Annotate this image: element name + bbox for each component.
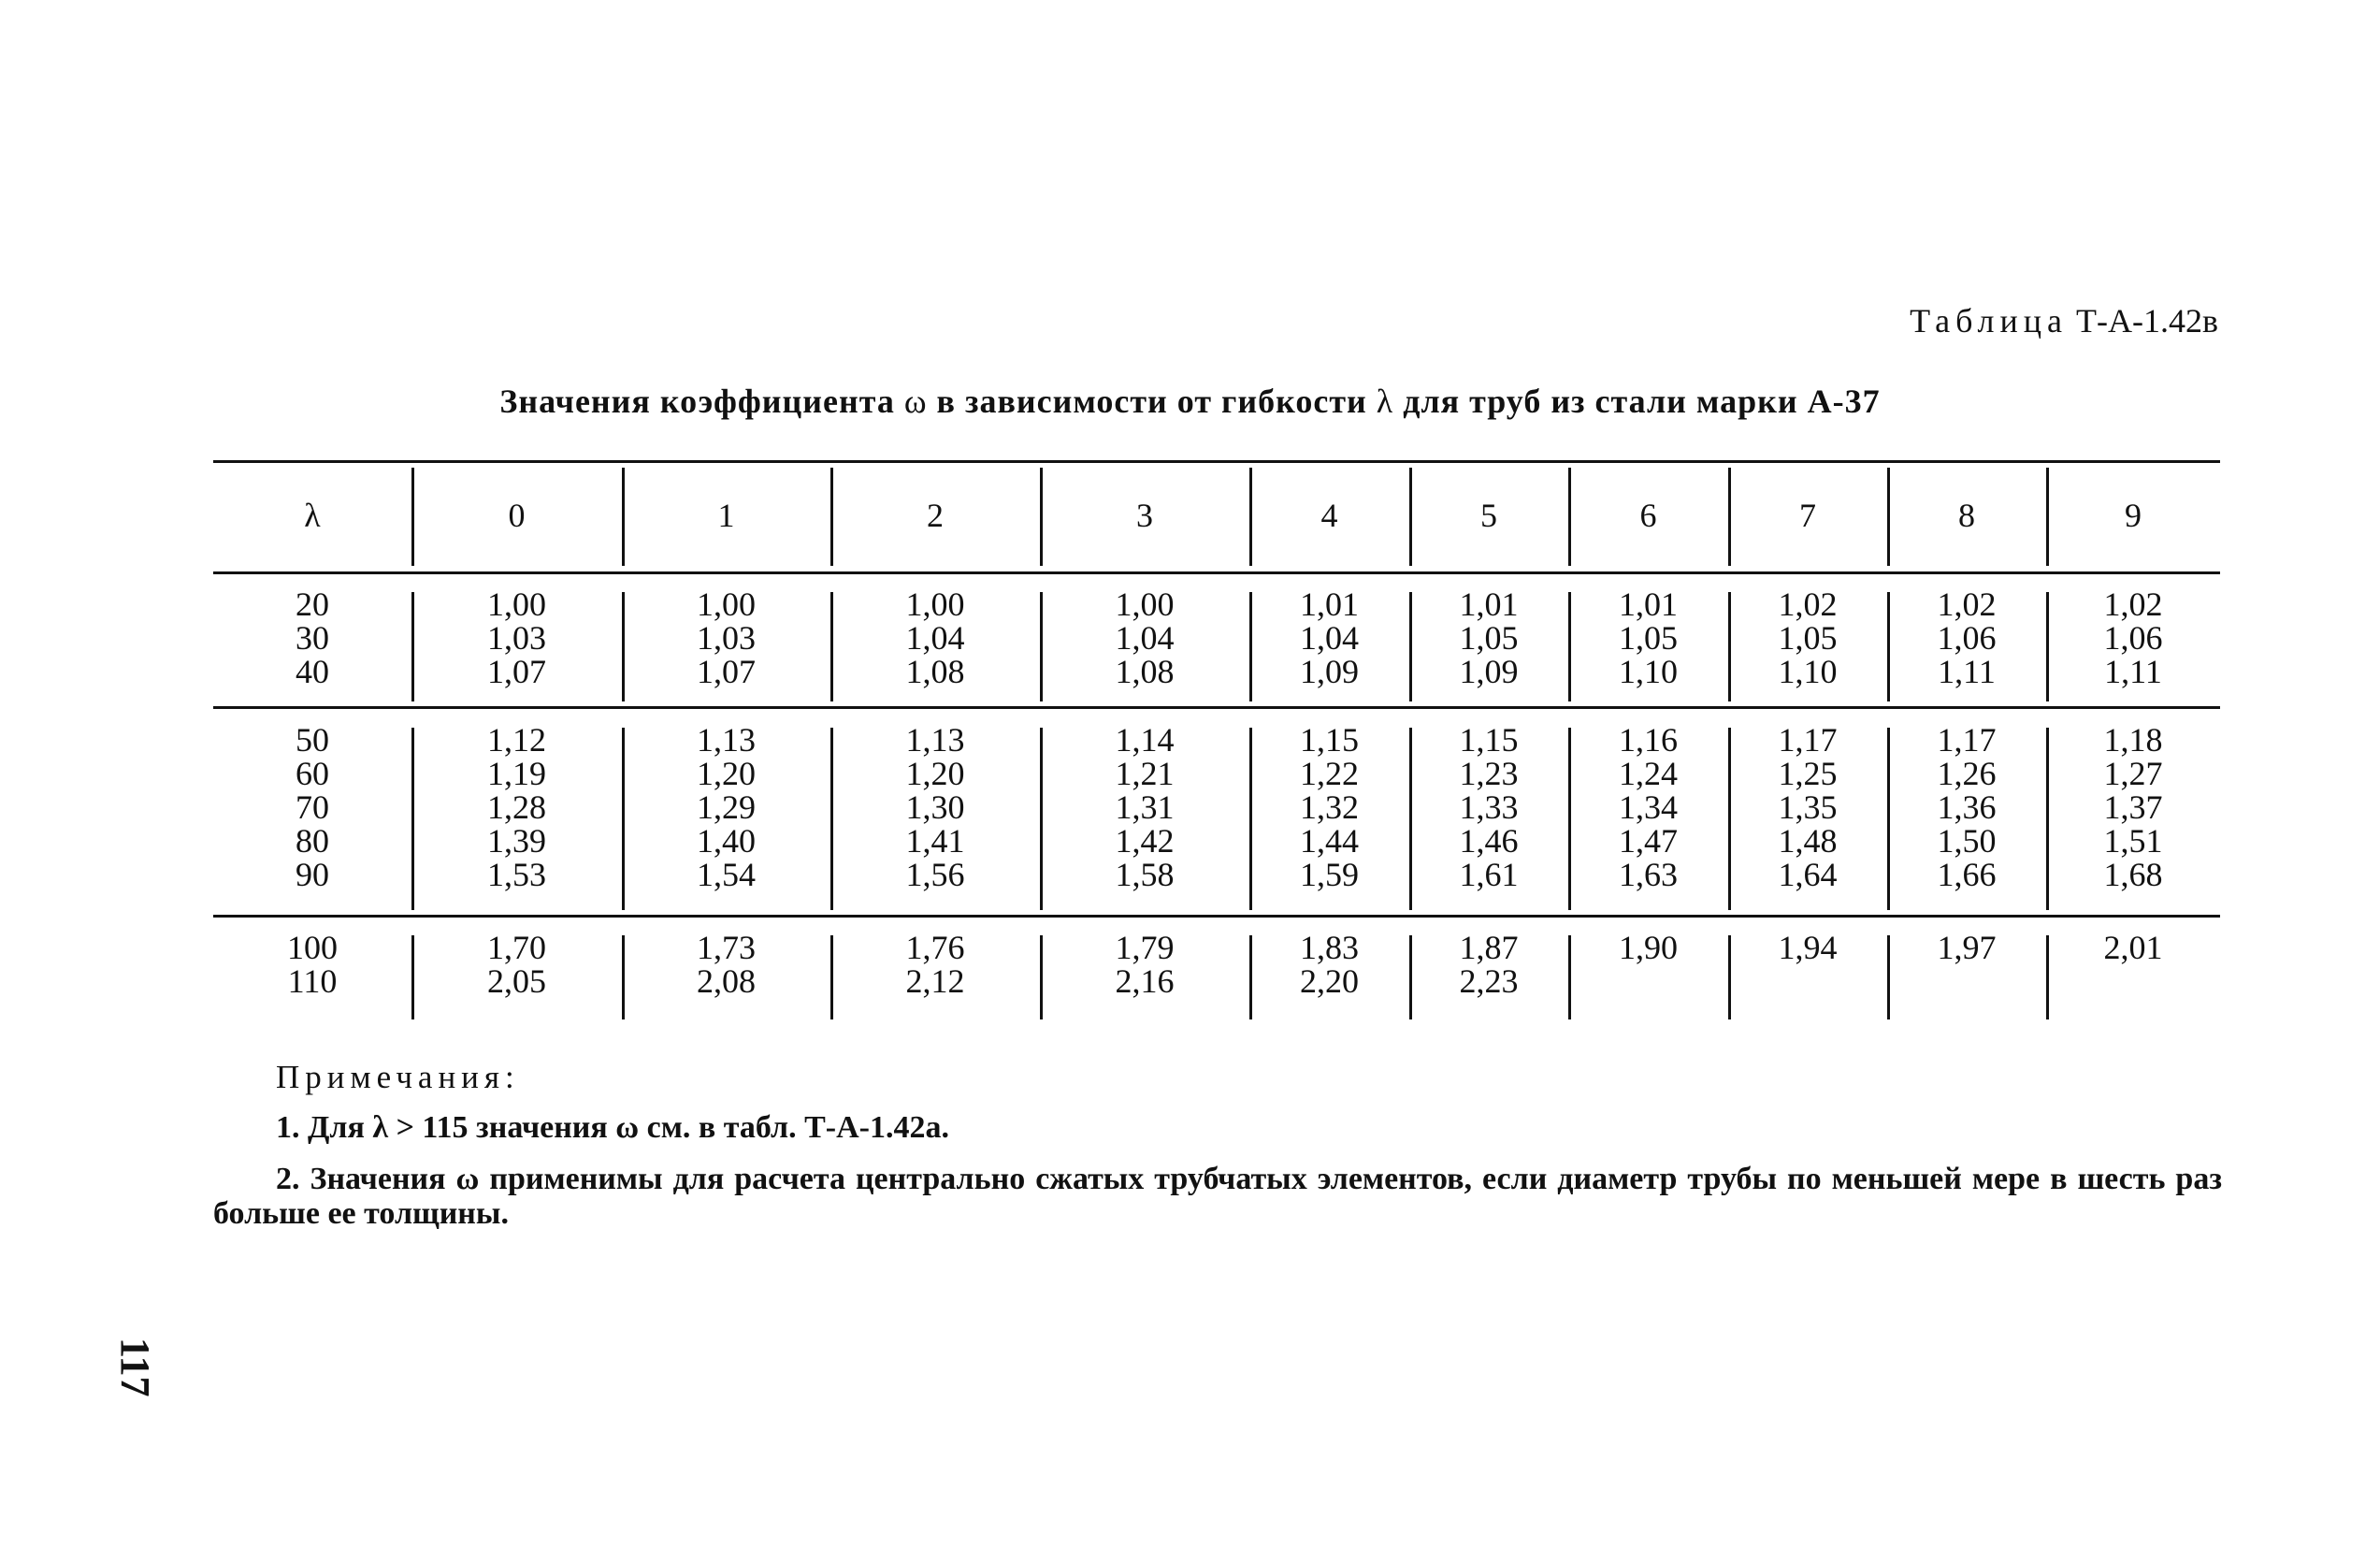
coefficient-value: 1,28 bbox=[487, 788, 546, 826]
lambda-value: 60 bbox=[296, 755, 329, 792]
coefficient-value: 1,70 bbox=[487, 929, 546, 966]
lambda-values bbox=[213, 587, 411, 688]
coefficient-value: 1,37 bbox=[2103, 788, 2163, 826]
coefficient-value: 1,07 bbox=[487, 653, 546, 690]
coefficient-value: 1,20 bbox=[697, 755, 756, 792]
table-rule bbox=[213, 571, 2220, 574]
coefficient-value: 1,58 bbox=[1115, 856, 1175, 893]
coefficient-value: 1,40 bbox=[697, 822, 756, 860]
coefficient-value: 1,73 bbox=[697, 929, 756, 966]
coefficient-value: 1,27 bbox=[2103, 755, 2163, 792]
coefficient-value: 1,79 bbox=[1115, 929, 1175, 966]
page-number: 117 bbox=[112, 1337, 158, 1397]
lambda-values bbox=[213, 931, 411, 998]
coefficient-value: 1,83 bbox=[1300, 929, 1359, 966]
coefficient-value: 1,12 bbox=[487, 721, 546, 759]
coefficient-value: 1,15 bbox=[1459, 721, 1519, 759]
coefficient-value: 1,42 bbox=[1115, 822, 1175, 860]
coefficient-column bbox=[411, 587, 622, 688]
caption-omega: ω bbox=[903, 383, 928, 420]
coefficient-value: 1,16 bbox=[1619, 721, 1678, 759]
coefficient-column bbox=[1409, 723, 1568, 891]
coefficient-value: 1,09 bbox=[1300, 653, 1359, 690]
coefficient-value: 1,15 bbox=[1300, 721, 1359, 759]
header-digit: 3 bbox=[1136, 497, 1153, 534]
coefficient-column bbox=[830, 587, 1040, 688]
coefficient-value: 1,03 bbox=[697, 619, 756, 657]
coefficient-value: 1,59 bbox=[1300, 856, 1359, 893]
coefficient-value: 2,20 bbox=[1300, 962, 1359, 1000]
coefficient-value: 1,94 bbox=[1778, 929, 1838, 966]
coefficient-value: 1,29 bbox=[697, 788, 756, 826]
coefficient-value: 1,06 bbox=[2103, 619, 2163, 657]
note-2: 2. Значения ω применимы для расчета центрально сжатых трубчатых элементов, если диаметр трубы по меньшей мере в шесть раз больше ее толщины. bbox=[213, 1162, 2222, 1231]
coefficient-value: 1,13 bbox=[905, 721, 965, 759]
coefficient-column bbox=[622, 587, 830, 688]
header-digit: 7 bbox=[1799, 497, 1816, 534]
coefficient-value: 1,02 bbox=[1778, 586, 1838, 623]
coefficient-value: 1,97 bbox=[1937, 929, 1997, 966]
coefficient-value: 2,05 bbox=[487, 962, 546, 1000]
coefficient-value: 1,01 bbox=[1619, 586, 1678, 623]
coefficient-column bbox=[1887, 931, 2046, 964]
coefficient-column bbox=[1409, 587, 1568, 688]
coefficient-value: 1,02 bbox=[2103, 586, 2163, 623]
coefficient-value: 1,21 bbox=[1115, 755, 1175, 792]
coefficient-value: 1,04 bbox=[1300, 619, 1359, 657]
lambda-value: 110 bbox=[287, 962, 338, 1000]
coefficient-value: 1,46 bbox=[1459, 822, 1519, 860]
coefficient-value: 2,01 bbox=[2103, 929, 2163, 966]
coefficient-column bbox=[411, 931, 622, 998]
coefficient-value: 1,04 bbox=[905, 619, 965, 657]
coefficient-value: 1,47 bbox=[1619, 822, 1678, 860]
lambda-value: 80 bbox=[296, 822, 329, 860]
coefficient-value: 1,22 bbox=[1300, 755, 1359, 792]
coefficient-column bbox=[1040, 931, 1249, 998]
coefficient-column bbox=[1040, 587, 1249, 688]
coefficient-value: 1,53 bbox=[487, 856, 546, 893]
coefficient-column bbox=[1249, 931, 1409, 998]
coefficient-value: 1,14 bbox=[1115, 721, 1175, 759]
header-digit: 1 bbox=[717, 497, 735, 534]
coefficient-column bbox=[1887, 723, 2046, 891]
lambda-value: 20 bbox=[296, 586, 329, 623]
coefficient-column bbox=[1728, 587, 1887, 688]
header-digit: 8 bbox=[1958, 497, 1975, 534]
coefficient-value: 1,10 bbox=[1619, 653, 1678, 690]
lambda-values bbox=[213, 723, 411, 891]
coefficient-value: 1,24 bbox=[1619, 755, 1678, 792]
coefficient-value: 1,09 bbox=[1459, 653, 1519, 690]
coefficient-value: 1,34 bbox=[1619, 788, 1678, 826]
coefficient-value: 1,03 bbox=[487, 619, 546, 657]
coefficient-value: 1,90 bbox=[1619, 929, 1678, 966]
coefficient-value: 1,56 bbox=[905, 856, 965, 893]
coefficient-column bbox=[411, 723, 622, 891]
coefficient-value: 2,12 bbox=[905, 962, 965, 1000]
coefficient-column bbox=[1728, 723, 1887, 891]
lambda-value: 70 bbox=[296, 788, 329, 826]
coefficient-value: 1,01 bbox=[1459, 586, 1519, 623]
coefficient-value: 1,11 bbox=[1938, 653, 1996, 690]
coefficient-value: 1,23 bbox=[1459, 755, 1519, 792]
caption-part1: Значения коэффициента bbox=[499, 383, 895, 420]
table-label bbox=[1910, 301, 2218, 340]
coefficient-value: 2,23 bbox=[1459, 962, 1519, 1000]
coefficient-value: 1,66 bbox=[1937, 856, 1997, 893]
lambda-value: 100 bbox=[287, 929, 338, 966]
coefficient-value: 1,17 bbox=[1937, 721, 1997, 759]
coefficient-column bbox=[1409, 931, 1568, 998]
coefficient-value: 1,10 bbox=[1778, 653, 1838, 690]
coefficient-value: 1,48 bbox=[1778, 822, 1838, 860]
table-label-id: Т-А-1.42в bbox=[2076, 302, 2218, 340]
coefficient-column bbox=[1040, 723, 1249, 891]
coefficient-value: 1,87 bbox=[1459, 929, 1519, 966]
coefficient-value: 1,07 bbox=[697, 653, 756, 690]
coefficient-value: 1,76 bbox=[905, 929, 965, 966]
coefficient-value: 1,51 bbox=[2103, 822, 2163, 860]
note-1: 1. Для λ > 115 значения ω см. в табл. Т-А-1.42а. bbox=[276, 1110, 949, 1145]
coefficient-column bbox=[1568, 587, 1728, 688]
header-digit: 5 bbox=[1480, 497, 1497, 534]
coefficient-value: 1,33 bbox=[1459, 788, 1519, 826]
lambda-value: 90 bbox=[296, 856, 329, 893]
table-caption bbox=[0, 382, 2380, 421]
header-digit: 9 bbox=[2125, 497, 2142, 534]
coefficient-value: 1,00 bbox=[487, 586, 546, 623]
coefficient-value: 1,64 bbox=[1778, 856, 1838, 893]
coefficient-value: 1,41 bbox=[905, 822, 965, 860]
coefficient-value: 1,35 bbox=[1778, 788, 1838, 826]
coefficient-value: 1,05 bbox=[1619, 619, 1678, 657]
coefficient-value: 1,17 bbox=[1778, 721, 1838, 759]
coefficient-value: 1,26 bbox=[1937, 755, 1997, 792]
coefficient-column bbox=[2046, 931, 2220, 964]
coefficient-value: 1,20 bbox=[905, 755, 965, 792]
coefficient-value: 1,05 bbox=[1778, 619, 1838, 657]
table-rule bbox=[213, 706, 2220, 709]
coefficient-column bbox=[830, 723, 1040, 891]
coefficient-column bbox=[622, 723, 830, 891]
caption-part3: для труб из стали марки А-37 bbox=[1403, 383, 1881, 420]
coefficient-column bbox=[622, 931, 830, 998]
coefficient-value: 1,00 bbox=[1115, 586, 1175, 623]
coefficient-column bbox=[1568, 931, 1728, 964]
caption-lambda: λ bbox=[1376, 383, 1394, 420]
table-rule bbox=[213, 460, 2220, 463]
coefficient-value: 1,44 bbox=[1300, 822, 1359, 860]
table-label-prefix: Таблица bbox=[1910, 302, 2069, 340]
coefficient-column bbox=[1728, 931, 1887, 964]
coefficient-value: 1,04 bbox=[1115, 619, 1175, 657]
coefficient-value: 1,00 bbox=[697, 586, 756, 623]
coefficient-value: 1,02 bbox=[1937, 586, 1997, 623]
coefficient-value: 2,08 bbox=[697, 962, 756, 1000]
coefficient-value: 1,11 bbox=[2104, 653, 2162, 690]
coefficient-value: 1,30 bbox=[905, 788, 965, 826]
caption-part2: в зависимости от гибкости bbox=[936, 383, 1367, 420]
coefficient-value: 1,31 bbox=[1115, 788, 1175, 826]
coefficient-value: 1,61 bbox=[1459, 856, 1519, 893]
lambda-value: 30 bbox=[296, 619, 329, 657]
notes-heading: Примечания: bbox=[276, 1059, 520, 1095]
coefficient-column bbox=[1568, 723, 1728, 891]
coefficient-column bbox=[1249, 587, 1409, 688]
coefficient-value: 1,39 bbox=[487, 822, 546, 860]
coefficient-value: 1,08 bbox=[905, 653, 965, 690]
coefficient-value: 1,08 bbox=[1115, 653, 1175, 690]
coefficient-value: 1,32 bbox=[1300, 788, 1359, 826]
coefficient-value: 1,63 bbox=[1619, 856, 1678, 893]
header-digit: 4 bbox=[1320, 497, 1338, 534]
coefficient-value: 1,54 bbox=[697, 856, 756, 893]
header-digit: 2 bbox=[927, 497, 944, 534]
coefficient-value: 1,05 bbox=[1459, 619, 1519, 657]
coefficient-column bbox=[2046, 587, 2220, 688]
coefficient-value: 1,19 bbox=[487, 755, 546, 792]
coefficient-value: 1,00 bbox=[905, 586, 965, 623]
coefficient-column bbox=[2046, 723, 2220, 891]
lambda-value: 40 bbox=[296, 653, 329, 690]
coefficient-value: 1,13 bbox=[697, 721, 756, 759]
header-digit: 6 bbox=[1639, 497, 1657, 534]
coefficient-value: 1,18 bbox=[2103, 721, 2163, 759]
header-digit: 0 bbox=[508, 497, 526, 534]
coefficient-column bbox=[830, 931, 1040, 998]
coefficient-column bbox=[1249, 723, 1409, 891]
table-rule bbox=[213, 915, 2220, 918]
coefficient-column bbox=[1887, 587, 2046, 688]
coefficient-value: 1,36 bbox=[1937, 788, 1997, 826]
coefficient-value: 1,01 bbox=[1300, 586, 1359, 623]
coefficient-value: 1,25 bbox=[1778, 755, 1838, 792]
header-lambda: λ bbox=[304, 497, 321, 534]
lambda-value: 50 bbox=[296, 721, 329, 759]
coefficient-value: 1,50 bbox=[1937, 822, 1997, 860]
coefficient-value: 1,68 bbox=[2103, 856, 2163, 893]
coefficient-value: 2,16 bbox=[1115, 962, 1175, 1000]
coefficient-value: 1,06 bbox=[1937, 619, 1997, 657]
